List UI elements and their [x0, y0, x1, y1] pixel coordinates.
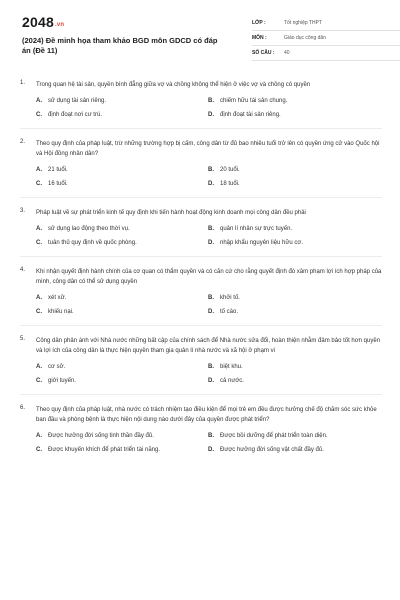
option-text: giới tuyến.: [48, 378, 76, 384]
option-text: 20 tuổi.: [220, 167, 240, 173]
option-text: Được bồi dưỡng để phát triển toàn diện.: [220, 433, 328, 439]
question-divider: [20, 128, 382, 129]
option-letter: B.: [208, 226, 214, 232]
answer-option-d[interactable]: [208, 309, 380, 315]
option-text: cơ sở.: [48, 364, 66, 370]
answer-option-b[interactable]: [208, 433, 380, 439]
option-letter: C.: [36, 447, 42, 453]
answer-options: [20, 364, 382, 384]
option-text: xét xử.: [48, 295, 67, 301]
question-text: Theo quy định của pháp luật, trừ những trường hợp bị cấm, công dân từ đủ bao nhiêu tuổi trở lên có quyền ứng cử vào Quốc hội và Hội đồng nhân dân?: [36, 141, 380, 157]
answer-option-a[interactable]: [36, 295, 208, 301]
question-item: [20, 405, 382, 453]
meta-row-subject: [252, 31, 400, 46]
answer-option-d[interactable]: [208, 112, 380, 118]
option-letter: B.: [208, 167, 214, 173]
answer-option-a[interactable]: [36, 98, 208, 104]
answer-options: [20, 295, 382, 315]
meta-row-count: [252, 46, 400, 61]
answer-options: [20, 98, 382, 118]
option-letter: C.: [36, 112, 42, 118]
meta-label: LỚP :: [252, 20, 266, 26]
option-letter: C.: [36, 181, 42, 187]
option-letter: A.: [36, 226, 42, 232]
answer-option-b[interactable]: [208, 364, 380, 370]
answer-option-b[interactable]: [208, 295, 380, 301]
question-text: Theo quy định của pháp luật, nhà nước có trách nhiệm tạo điều kiện để mọi trẻ em đều được hưởng chế độ chăm sóc sức khỏe ban đầu và phòng bệnh là thực hiện nội dung nào dưới đây của quyền được phát triển?: [36, 407, 377, 423]
answer-option-b[interactable]: [208, 226, 380, 232]
option-letter: D.: [208, 378, 214, 384]
option-text: Được khuyến khích để phát triển tài năng.: [48, 447, 161, 453]
option-text: chiếm hữu tài sản chung.: [220, 98, 288, 104]
exam-title: (2024) Đề minh họa tham khảo BGD môn GDCD có đáp án (Đề 11): [22, 36, 218, 55]
option-text: nhập khẩu nguyên liệu hữu cơ.: [220, 240, 304, 246]
question-number: 2.: [20, 139, 26, 145]
question-number: 1.: [20, 80, 26, 86]
question-divider: [20, 256, 382, 257]
answer-options: [20, 433, 382, 453]
option-text: khởi tố.: [220, 295, 240, 301]
meta-value: Giáo dục công dân: [284, 35, 326, 41]
answer-option-b[interactable]: [208, 167, 380, 173]
question-item: [20, 80, 382, 129]
option-letter: B.: [208, 433, 214, 439]
answer-option-b[interactable]: [208, 98, 380, 104]
answer-option-c[interactable]: [36, 240, 208, 246]
answer-option-d[interactable]: [208, 447, 380, 453]
option-text: biệt khu.: [220, 364, 243, 370]
question-divider: [20, 197, 382, 198]
page-header: [22, 10, 382, 70]
question-divider: [20, 394, 382, 395]
question-text: Pháp luật về sự phát triển kinh tế quy định khi tiến hành hoạt động kinh doanh mọi công dân đều phải: [36, 210, 306, 216]
answer-option-c[interactable]: [36, 447, 208, 453]
option-text: tố cáo.: [220, 309, 239, 315]
option-text: sử dụng lao động theo thời vụ.: [48, 226, 130, 232]
answer-option-d[interactable]: [208, 240, 380, 246]
logo-suffix: .vn: [54, 22, 65, 28]
option-text: 18 tuổi.: [220, 181, 240, 187]
option-letter: A.: [36, 98, 42, 104]
question-item: [20, 336, 382, 395]
option-letter: D.: [208, 309, 214, 315]
option-letter: B.: [208, 98, 214, 104]
meta-row-class: [252, 16, 400, 31]
question-text: Trong quan hệ tài sản, quyền bình đẳng giữa vợ và chồng không thể hiện ở việc vợ và chồng có quyền: [36, 82, 311, 88]
option-letter: C.: [36, 240, 42, 246]
logo-text: 2048: [22, 14, 54, 30]
answer-option-a[interactable]: [36, 364, 208, 370]
answer-option-a[interactable]: [36, 226, 208, 232]
question-number: 6.: [20, 405, 26, 411]
exam-meta: [252, 16, 400, 61]
meta-value: Tốt nghiệp THPT: [284, 20, 322, 26]
option-text: tuân thủ quy định về quốc phòng.: [48, 240, 137, 246]
question-item: [20, 139, 382, 198]
answer-option-a[interactable]: [36, 433, 208, 439]
option-text: sử dụng tài sản riêng.: [48, 98, 107, 104]
option-text: khiếu nại.: [48, 309, 74, 315]
option-text: Được hưởng đời sống tinh thần đầy đủ.: [48, 433, 154, 439]
question-item: [20, 267, 382, 326]
option-text: định đoạt nơi cư trú.: [48, 112, 102, 118]
question-number: 3.: [20, 208, 26, 214]
option-text: Được hưởng đời sống vật chất đầy đủ.: [220, 447, 324, 453]
question-number: 5.: [20, 336, 26, 342]
site-logo[interactable]: [22, 14, 64, 30]
option-letter: C.: [36, 378, 42, 384]
question-text: Khi nhận quyết định hành chính của cơ quan có thẩm quyền và có căn cứ cho rằng quyết định đó xâm phạm lợi ích hợp pháp của mình, công dân có thể sử dụng quyền: [36, 269, 382, 285]
option-letter: C.: [36, 309, 42, 315]
answer-option-d[interactable]: [208, 378, 380, 384]
question-number: 4.: [20, 267, 26, 273]
answer-option-a[interactable]: [36, 167, 208, 173]
option-text: định đoạt tài sản riêng.: [220, 112, 281, 118]
option-letter: B.: [208, 295, 214, 301]
option-text: 16 tuổi.: [48, 181, 68, 187]
answer-options: [20, 167, 382, 187]
meta-label: SỐ CÂU :: [252, 50, 275, 56]
option-text: quản lí nhân sự trực tuyến.: [220, 226, 293, 232]
meta-label: MÔN :: [252, 35, 267, 41]
option-text: 21 tuổi.: [48, 167, 68, 173]
option-letter: B.: [208, 364, 214, 370]
option-letter: D.: [208, 112, 214, 118]
answer-option-c[interactable]: [36, 181, 208, 187]
option-letter: D.: [208, 240, 214, 246]
answer-option-d[interactable]: [208, 181, 380, 187]
option-letter: D.: [208, 181, 214, 187]
option-letter: A.: [36, 167, 42, 173]
question-text: Công dân phản ánh với Nhà nước những bất cập của chính sách để Nhà nước sửa đổi, hoàn thiện nhằm đảm bảo tốt hơn quyền và lợi ích của công dân là thực hiện quyền tham gia quản lí nhà nước và xã hội ở phạm vi: [36, 338, 381, 354]
option-letter: D.: [208, 447, 214, 453]
answer-options: [20, 226, 382, 246]
answer-option-c[interactable]: [36, 309, 208, 315]
option-text: cả nước.: [220, 378, 244, 384]
option-letter: A.: [36, 364, 42, 370]
answer-option-c[interactable]: [36, 378, 208, 384]
option-letter: A.: [36, 295, 42, 301]
option-letter: A.: [36, 433, 42, 439]
answer-option-c[interactable]: [36, 112, 208, 118]
meta-value: 40: [284, 50, 290, 56]
question-item: [20, 208, 382, 257]
question-divider: [20, 325, 382, 326]
question-list: [20, 80, 382, 463]
